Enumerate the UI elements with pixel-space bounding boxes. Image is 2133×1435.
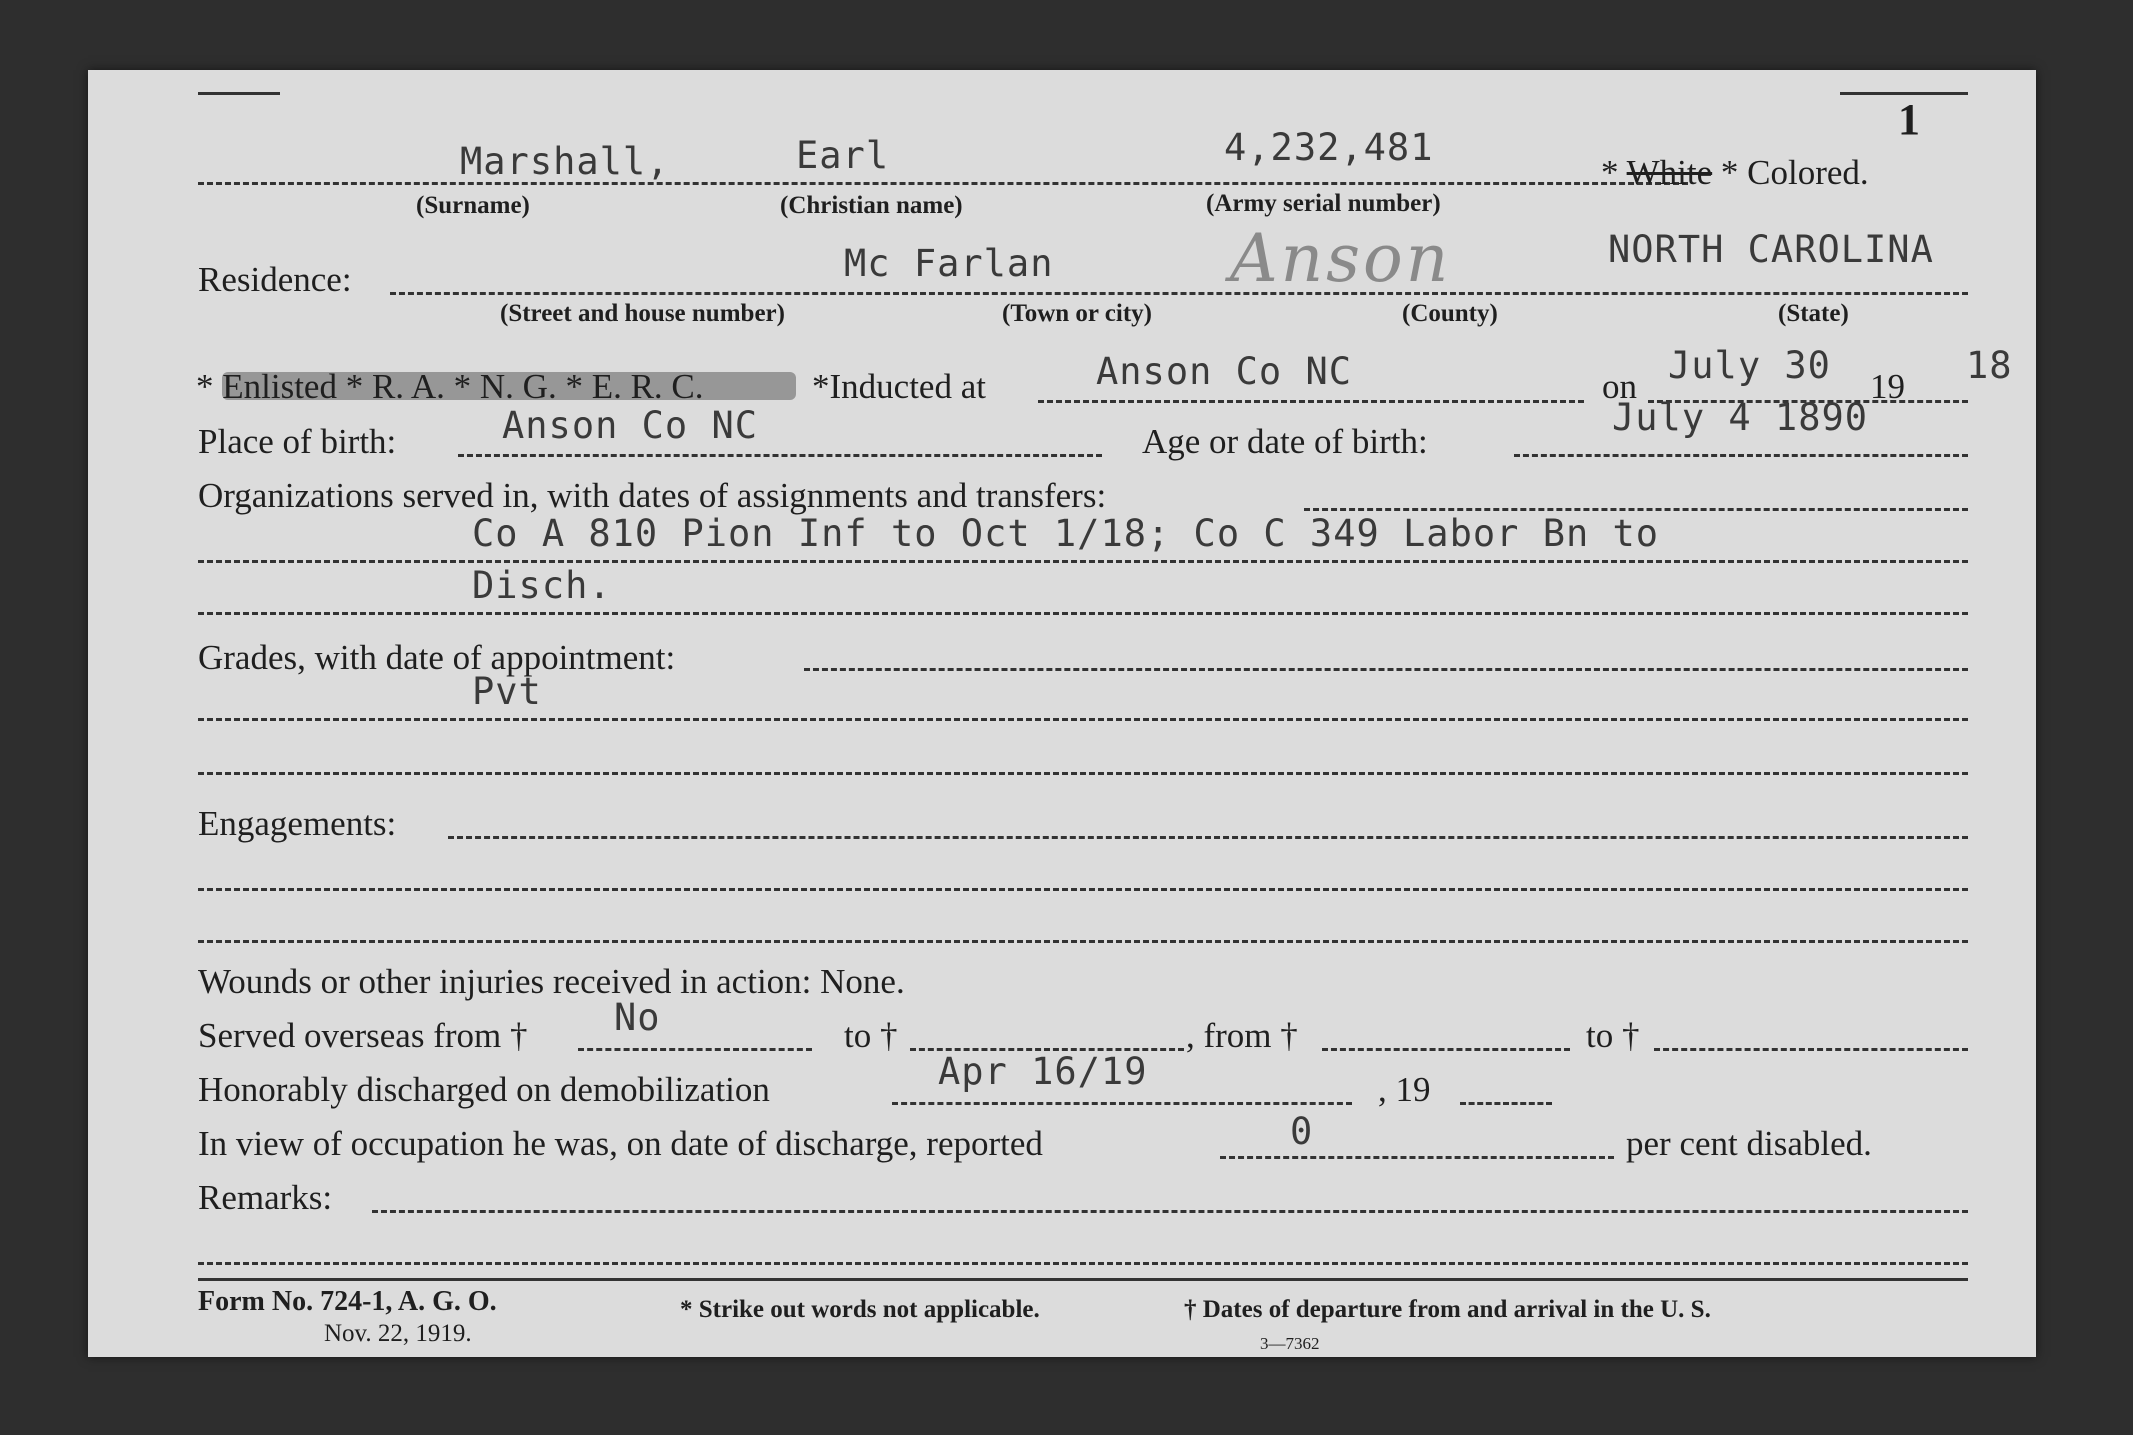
footnote-dates: † Dates of departure from and arrival in the U. S. [1184,1296,1711,1323]
caption-street: (Street and house number) [500,300,785,327]
place-of-birth-value: Anson Co NC [502,404,759,447]
induction-year-prefix: 19 [1870,367,1905,406]
discharge-label: Honorably discharged on demobilization [198,1070,770,1109]
engagements-line-0 [448,836,1968,839]
grades-value: Pvt [472,670,542,713]
residence-town-value: Mc Farlan [844,242,1054,285]
residence-state-value: NORTH CAROLINA [1608,228,1934,271]
caption-christian-name: (Christian name) [780,192,963,219]
organizations-value-2: Disch. [472,564,612,607]
remarks-line-1 [198,1262,1968,1265]
wounds-value: None. [820,962,905,1001]
card-number: 1 [1898,95,1920,144]
residence-county-value: Anson [1230,220,1452,297]
induction-year-value: 18 [1966,344,2013,387]
discharge-value: Apr 16/19 [938,1050,1148,1093]
overseas-from-label: Served overseas from † [198,1016,528,1055]
organizations-line-2 [198,612,1968,615]
caption-serial-number: (Army serial number) [1206,190,1441,217]
organizations-line-1 [198,560,1968,563]
induction-date-value: July 30 [1668,344,1831,387]
grades-line-0 [804,668,1968,671]
caption-town: (Town or city) [1002,300,1152,327]
surname-value: Marshall, [460,140,670,183]
induction-on-label: on [1602,367,1637,406]
caption-county: (County) [1402,300,1498,327]
overseas-from-line [578,1048,812,1051]
date-of-birth-value: July 4 1890 [1612,396,1869,439]
race-options [1601,153,1869,193]
remarks-label: Remarks: [198,1178,333,1217]
remarks-line-0 [372,1210,1968,1213]
engagements-line-2 [198,940,1968,943]
organizations-line-0 [1304,508,1968,511]
overseas-to2-label: to † [1586,1016,1640,1055]
disability-line [1220,1156,1614,1159]
serial-number-value: 4,232,481 [1224,126,1434,169]
overseas-to-label: to † [844,1016,898,1055]
place-of-birth-line [458,454,1102,457]
grades-line-2 [198,772,1968,775]
caption-state: (State) [1778,300,1849,327]
race-option-white: White [1626,153,1713,192]
engagements-label: Engagements: [198,804,397,843]
disability-suffix: per cent disabled. [1626,1124,1872,1163]
christian-name-value: Earl [796,134,890,177]
discharge-year-line [1460,1102,1552,1105]
overseas-from2-label: , from † [1186,1016,1298,1055]
grades-line-1 [198,718,1968,721]
inducted-at-label: *Inducted at [812,367,986,406]
discharge-year-label: , 19 [1378,1070,1431,1109]
footnote-strike-out: * Strike out words not applicable. [680,1296,1040,1323]
overseas-to2-line [1654,1048,1968,1051]
footer-rule [198,1278,1968,1281]
inducted-at-value: Anson Co NC [1096,350,1353,393]
overseas-from2-line [1322,1048,1570,1051]
wounds-label [198,962,905,1002]
disability-value: 0 [1290,1110,1314,1153]
service-record-card [88,70,2036,1357]
inducted-at-line [1038,400,1584,403]
race-star: * [1601,153,1619,192]
residence-label: Residence: [198,260,352,299]
race-option-colored: * Colored. [1720,153,1869,192]
print-code: 3—7362 [1260,1334,1320,1353]
disability-label: In view of occupation he was, on date of discharge, reported [198,1124,1043,1163]
form-number: Form No. 724-1, A. G. O. [198,1286,497,1317]
form-date: Nov. 22, 1919. [324,1320,472,1347]
discharge-line [892,1102,1352,1105]
date-of-birth-line [1514,454,1968,457]
organizations-label: Organizations served in, with dates of assignments and transfers: [198,476,1107,515]
name-line [198,182,1688,185]
wounds-label-text: Wounds or other injuries received in action: [198,962,812,1001]
grades-label: Grades, with date of appointment: [198,638,676,677]
organizations-value-1: Co A 810 Pion Inf to Oct 1/18; Co C 349 Labor Bn to [472,512,1660,555]
date-of-birth-label: Age or date of birth: [1142,422,1428,461]
residence-line [390,292,1968,295]
caption-surname: (Surname) [416,192,530,219]
overseas-from-value: No [614,996,661,1039]
engagements-line-1 [198,888,1968,891]
place-of-birth-label: Place of birth: [198,422,397,461]
top-left-rule [198,92,280,95]
enlistment-type: * Enlisted * R. A. * N. G. * E. R. C. [196,367,704,406]
